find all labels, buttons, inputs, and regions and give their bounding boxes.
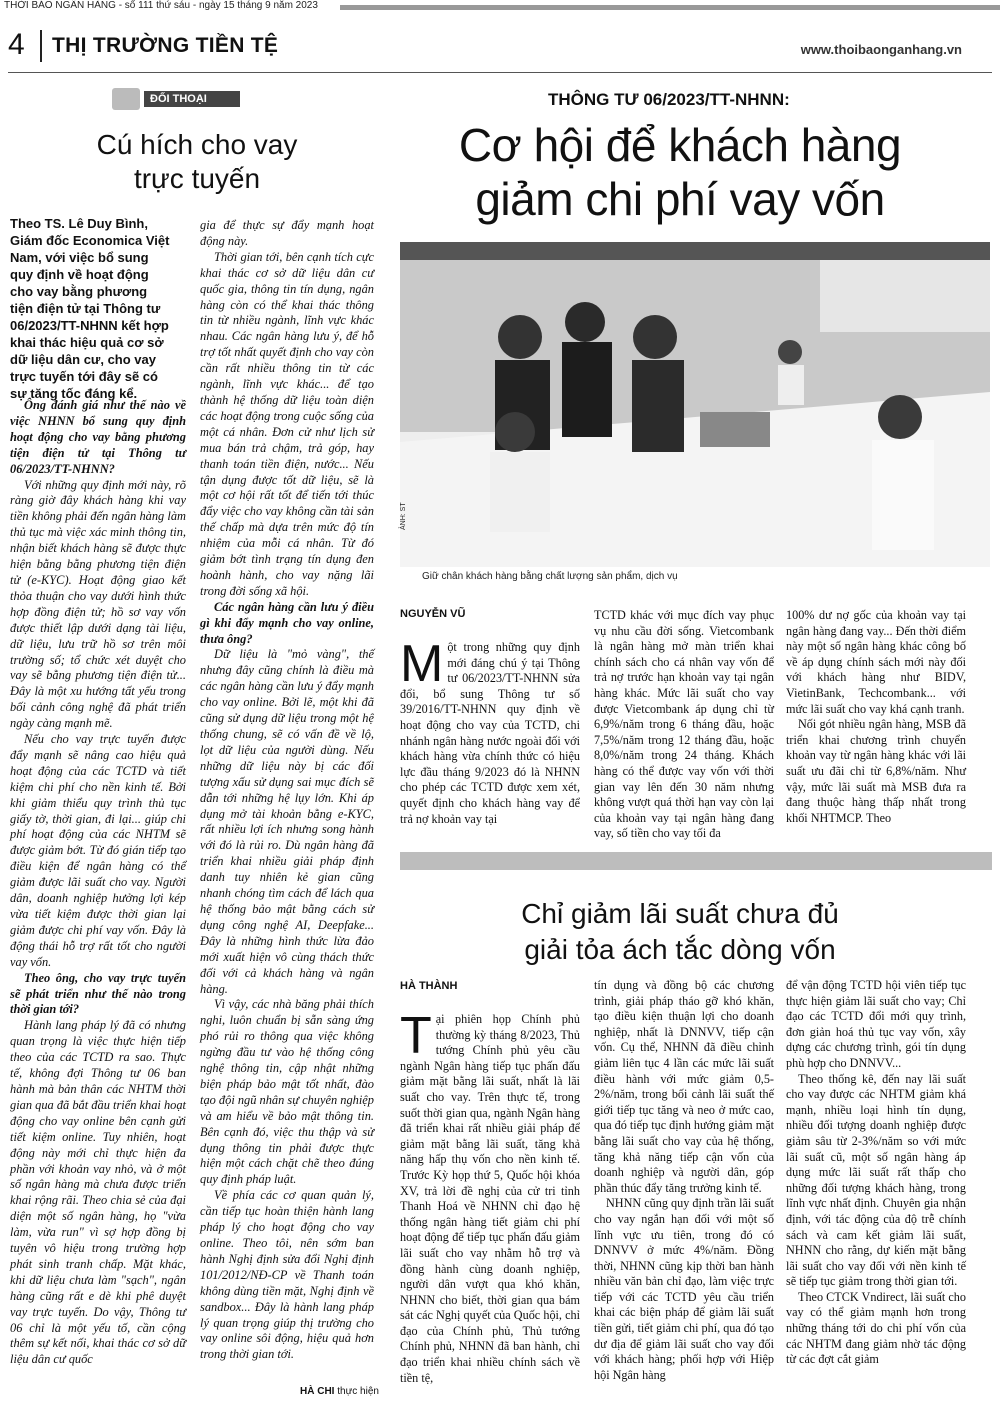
article-photo [400,242,990,567]
paragraph-continued: tín dụng và đồng bộ các chương trình, giải pháp tháo gỡ khó khăn, tạo điều kiện thuận lợi cho doanh nghiệp, nhất là DNNVV, tiếp cận vốn. Cụ thể, NHNN đã điều chỉnh giảm liên tục 4 lần các mức lãi suất điều hành với mức giảm 0,5-2%/năm, trong bối cảnh lãi suất thế giới tiếp tục tăng và neo ở mức cao, qua đó tiếp tục định hướng giảm mặt bằng lãi suất cho vay của hệ thống, tăng khả năng tiếp cận vốn của doanh nghiệp và người dân, góp phần thúc đẩy tăng trưởng kinh tế. [594,978,774,1195]
right-title-line1: Cơ hội để khách hàng [458,119,902,171]
right-article-byline: NGUYỄN VŨ [400,608,466,620]
section-divider-band [400,852,992,870]
interview-answer: Thời gian tới, bên cạnh tích cực khai thác cơ sở dữ liệu dân cư quốc gia, thông tin tín dụng, ngân hàng còn có thể khai thác thông tin từ nhiều ngành, lĩnh vực khác nhau. Các ngân hàng lưu ý, để hỗ trợ tốt nhất quyết định cho vay còn cần rất nhiều thông tin từ các ngành, lĩnh vực khác... để tạo thành hệ thống dữ liệu toàn diện các hoạt động trong cuộc sống của một cá nhân. Đơn cử như lịch sử mua bán trả chậm, trả góp, hay thanh toán tiền điện, nước... Nếu tận dụng được tốt dữ liệu, sẽ là một cơ hội rất tốt để tiến tới thúc đẩy việc cho vay không cần tài sản thế chấp mà dựa trên mức độ tín nhiệm của mỗi cá nhân. Từ đó giảm bớt tình trạng tín dụng đen hoành hành, cho vay nặng lãi trong đời sống xã hội. [200,249,374,598]
right-article-col3 [786,608,966,826]
top-strip [0,0,1000,14]
page-number: 4 [8,28,25,61]
badge-icon [112,88,140,110]
second-article-col2 [594,978,774,1383]
interview-answer: Về phía các cơ quan quản lý, cần tiếp tục hoàn thiện hành lang pháp lý cho hoạt động cho vay online. Theo tôi, nên sớm ban hành Nghị định sửa đổi Nghị định 101/2012/NĐ-CP về Thanh toán không dùng tiền mặt, Nghị định về sandbox... Đây là hành lang pháp lý quan trọng giúp thị trường cho vay online sôi động, hiệu quả hơn trong thời gian tới. [200,1188,374,1362]
right-article-col2 [594,608,774,842]
interview-answer: Vì vậy, các nhà băng phải thích nghi, luôn chuẩn bị sẵn sàng ứng phó rủi ro thông qua việc không ngừng đầu tư vào hệ thống công nghệ thông tin, cập nhật những biện pháp bảo mật tốt nhất, đào tạo đội ngũ nhân sự chuyên nghiệp và am hiểu về bảo mật thông tin. Bên cạnh đó, việc thu thập và sử dụng thông tin phải được thực hiện một cách chặt chẽ theo đúng quy định pháp luật. [200,997,375,1187]
second-col1-text: ại phiên họp Chính phủ thường kỳ tháng 8/2023, Thủ tướng Chính phủ yêu cầu ngành Ngân hàng tiếp tục phấn đấu giảm mặt bằng lãi suất, nhất là lãi suất cho vay. Trên thực tế, trong suốt thời gian qua, ngành Ngân hàng đã triển khai rất nhiều giải pháp để giảm mặt bằng lãi suất, tăng khả năng hấp thụ vốn cho nền kinh tế. Trước Kỳ họp thứ 5, Quốc hội khóa XV, trả lời đề nghị của cử tri tỉnh Thanh Hoá về NHNN chỉ đạo hệ thống ngân hàng tiết giảm chi phí hoạt động để tiếp tục phấn đấu giảm lãi suất cho vay nhằm hỗ trợ và đồng hành cùng doanh nghiệp, người dân vượt qua khó khăn, NHNN cho biết, thời gian qua bám sát các Nghị quyết của Quốc hội, chỉ đạo của Chính phủ, Thủ tướng Chính phủ, NHNN đã ban hành, chỉ đạo triển khai nhiều chính sách về tiền tệ, [400,1012,580,1385]
strip-band [340,5,1000,10]
section-title: THỊ TRƯỜNG TIỀN TỆ [52,34,279,57]
right-col1-text: ột trong những quy định mới đáng chú ý tại Thông tư 06/2023/TT-NHNN sửa đổi, bổ sung Thông tư số 39/2016/TT-NHNN quy định về hoạt động cho vay của TCTD, chi nhánh ngân hàng nước ngoài đối với khách hàng vừa chính thức có hiệu lực đầu tháng 9/2023 đó là NHNN cho phép các TCTD được xem xét, quyết định cho khách hàng vay để trả nợ khoản vay tại [400,640,580,826]
header-divider [40,30,42,62]
credit-suffix: thực hiện [337,1386,379,1397]
left-article-credit [300,1386,379,1397]
second-article-col1 [400,1007,580,1386]
right-article-kicker: THÔNG TƯ 06/2023/TT-NHNN: [548,90,790,109]
paragraph: NHNN cũng quy định trần lãi suất cho vay ngắn hạn đối với một số lĩnh vực ưu tiên, trong đó có DNNVV ở mức 4%/năm. Đồng thời, NHNN cũng kịp thời ban hành nhiều văn bản chỉ đạo, làm việc trực tiếp với các TCTD yêu cầu triển khai các biện pháp để giảm lãi suất tiền gửi, tiết giảm chi phí, qua đó tạo dư địa để giảm lãi suất cho vay đối với khách hàng; phối hợp với Hiệp hội Ngân hàng [594,1196,774,1382]
second-title-line2: giải tỏa ách tắc dòng vốn [524,934,836,965]
left-article-col2 [200,218,374,1363]
dropcap-m: M [400,635,444,693]
credit-name: HÀ CHI [300,1386,335,1397]
right-title-line2: giảm chi phí vay vốn [475,173,885,225]
right-col2-text: TCTD khác với mục đích vay phục vụ nhu cầu đời sống. Vietcombank là ngân hàng mở màn triển khai chính sách cho cá nhân vay vốn để trả nợ trước hạn khoản vay tại ngân hàng khác. Mức lãi suất cho vay được Vietcombank áp dụng chỉ từ 6,9%/năm trong 6 tháng đầu, hoặc 7,5%/năm trong 12 tháng đầu, hoặc 8,0%/năm trong 24 tháng. Khách hàng có thể được vay vốn với thời gian vay lên đến 30 năm nhưng không vượt quá thời hạn vay còn lại của khoản vay tại ngân hàng đang vay, số tiền cho vay tối đa [594,608,774,841]
paragraph-continued: 100% dư nợ gốc của khoản vay tại ngân hàng đang vay... Đến thời điểm này một số ngân hàng khác công bố về áp dụng chính sách mới này đối với khách hàng như BIDV, VietinBank, Techcombank... với mức lãi suất cho vay khá cạnh tranh. [786,608,966,716]
second-article-col3 [786,978,966,1368]
section-badge [112,88,242,110]
second-article-title [400,896,960,968]
interview-answer: Với những quy định mới này, rõ ràng giờ đây khách hàng khi vay tiền không phải đến ngân hàng làm thủ tục mà việc xác minh thông tin, nhận biết khách hàng sẽ được thực hiện bằng bằng phương tiện điện tử (e-KYC). Hoạt động giao kết thỏa thuận cho vay dưới hình thức hợp đồng điện tử; hồ sơ vay vốn được thiết lập dưới dạng tài liệu, dữ liệu, lưu trữ hồ sơ trên môi trường số; tổ chức xét duyệt cho vay sẽ bằng phương tiện điện tử... Đây là một xu hướng tất yếu trong bối cảnh công nghệ đã phát triển ngày càng mạnh mẽ. [10,477,186,731]
left-title-line1: Cú hích cho vay [96,129,298,160]
interview-answer: Hành lang pháp lý đã có nhưng quan trọng là việc thực hiện tiếp theo của các TCTD ra sao. Thực tế, không đợi Thông tư 06 ban hành mà bản thân các NHTM thời gian qua đã bắt đầu triển khai hoạt động cho vay online bên cạnh gửi tiết kiệm online. Tuy nhiên, hoạt động này mới chỉ thực hiện đa phần với khoản vay nhỏ, và ở một số ngân hàng mà chưa được triển khai rộng rãi. Theo chia sẻ của đại diện một số ngân hàng, họ "vừa làm, vừa run" vì sợ hợp đồng bị tuyên vô hiệu trong trường hợp phát sinh tranh chấp. Mặt khác, khi dữ liệu chưa làm "sạch", ngân hàng cũng rất e dè khi phê duyệt vay trực tuyến. Do vậy, Thông tư 06 chỉ là một yếu tố, cần cộng thêm sự kết nối, khai thác cơ sở dữ liệu dân cư quốc [10,1018,186,1367]
interview-answer: Dữ liệu là "mỏ vàng", thế nhưng đây cũng chính là điều mà các ngân hàng cần lưu ý đẩy mạnh cho vay online. Bởi lẽ, một khi đã cũng sử dụng dữ liệu trong một hệ thống chung, sẽ có vấn đề về lộ, lọt dữ liệu của người dùng. Nếu những dữ liệu này bị các đối tượng xấu sử dụng sai mục đích sẽ dẫn tới những hệ lụy lớn. Khi áp dụng mở tài khoản bằng e-KYC, rất nhiều lợi ích nhưng song hành với đó là rủi ro. Dù ngân hàng đã triển khai nhiều giải pháp định danh tuy nhiên kẻ gian cũng nhanh chóng tìm cách để lách qua hệ thống bảo mật bằng cách sử dụng công nghệ AI, Deepfake... Đây là những hình thức lừa đảo mới xuất hiện vô cùng thách thức đối với cả khách hàng và ngân hàng. [200,647,374,996]
badge-label: ĐỐI THOẠI [144,91,240,107]
interview-question: Theo ông, cho vay trực tuyến sẽ phát triển như thế nào trong thời gian tới? [10,970,186,1017]
interview-question: Các ngân hàng cần lưu ý điều gì khi đẩy mạnh cho vay online, thưa ông? [200,599,374,646]
left-article-title [40,128,354,196]
paragraph: Nối gót nhiều ngân hàng, MSB đã triển khai chương trình chuyển khoản vay từ ngân hàng khác với lãi suất ưu đãi chỉ từ 6,8%/năm. Như vậy, mức lãi suất mà MSB đưa ra đang thuộc hàng thấp nhất trong khối NHTMCP. Theo [786,717,966,825]
paragraph: Theo thống kê, đến nay lãi suất cho vay được các NHTM giảm khá mạnh, nhiều loại hình tín dụng, nhiều đối tượng doanh nghiệp được giảm sâu từ 2-3%/năm so với mức lãi suất cũ, một số ngân hàng áp dụng mức lãi suất rất thấp cho những đối tượng khách hàng, trong lĩnh vực nhất định. Chuyên gia nhận định, với tác động của độ trễ chính sách và cam kết giảm lãi suất, NHNN cho rằng, dự kiến mặt bằng lãi suất cho vay đối với nền kinh tế sẽ tiếp tục giảm trong thời gian tới. [786,1071,966,1289]
masthead-strip: THỜI BÁO NGÂN HÀNG - số 111 thứ sáu - ngày 15 tháng 9 năm 2023 [4,0,318,11]
second-title-line1: Chỉ giảm lãi suất chưa đủ [521,898,839,929]
left-article-col1 [10,398,186,1368]
right-article-col1 [400,635,580,827]
photo-caption: Giữ chân khách hàng bằng chất lượng sản phẩm, dịch vụ [422,571,678,582]
left-article-lede: Theo TS. Lê Duy Bình, Giám đốc Economica Việt Nam, với việc bổ sung quy định về hoạt động cho vay bằng phương tiện điện tử tại Thông tư 06/2023/TT-NHNN kết hợp khai thác hiệu quả cơ sở dữ liệu dân cư, cho vay trực tuyến tới đây sẽ có sự tăng tốc đáng kể. [10,216,170,401]
bank-counter-illustration [400,242,990,567]
paragraph-continued: để vận động TCTD hội viên tiếp tục thực hiện giảm lãi suất cho vay; Chỉ đạo các TCTD đổi mới quy trình, đơn giản hoá thủ tục vay vốn, xây dựng các chương trình, gói tín dụng phù hợp cho DNNVV... [786,978,966,1070]
interview-question: Ông đánh giá như thế nào về việc NHNN bổ sung quy định hoạt động cho vay bằng phương tiện điện tử tại Thông tư 06/2023/TT-NHNN? [10,398,186,476]
left-title-line2: trực tuyến [133,163,261,194]
website-link[interactable]: www.thoibaonganhang.vn [800,42,962,57]
paragraph: Theo CTCK Vndirect, lãi suất cho vay có thể giảm mạnh hơn trong những tháng tới do chi phí vốn của các NHTM đang giảm nhờ tác động từ các đợt cắt giảm [786,1289,966,1367]
photo-credit: ẢNH: ST [400,502,407,530]
paragraph-continued: gia để thực sự đẩy mạnh hoạt động này. [200,218,374,248]
interview-answer: Nếu cho vay trực tuyến được đẩy mạnh sẽ nâng cao hiệu quả hoạt động của các TCTD và tiết kiệm chi phí cho nền kinh tế. Bởi khi giảm thiểu quy trình thủ tục giấy tờ, thời gian, đi lại... giúp chi phí hoạt động của các NHTM sẽ được giảm bớt. Từ đó gián tiếp tạo điều kiện để ngân hàng có thể giảm được lãi suất cho vay. Người dân, doanh nghiệp hưởng lợi kép vừa tiết kiệm được thời gian lại giảm được chi phí vay vốn. Đây là động thái hỗ trợ rất tốt cho người vay vốn. [10,732,186,969]
header-rule [8,72,992,73]
second-article-byline: HÀ THÀNH [400,980,458,992]
dropcap-t: T [400,1007,432,1065]
right-article-title [400,118,960,226]
